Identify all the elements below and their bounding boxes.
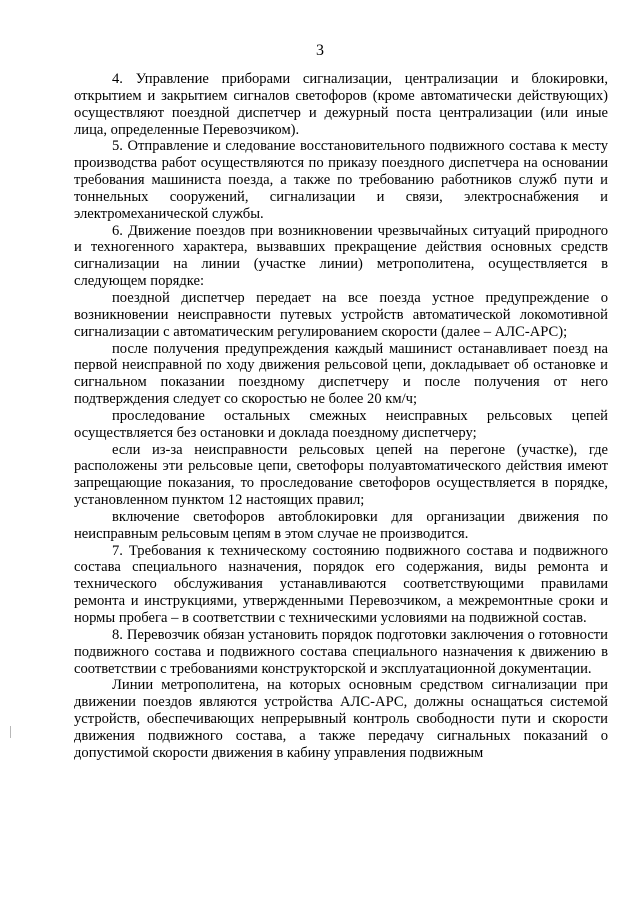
paragraph-subitem-passage: проследование остальных смежных неисправных рельсовых цепей осуществляется без остановки и доклада поездному диспетчеру;: [74, 407, 608, 441]
paragraph-subitem-warning: поездной диспетчер передает на все поезда устное предупреждение о возникновении неисправности путевых устройств автоматической локомотивной сигнализации с автоматическим регулированием скорости (далее – АЛС-АРС);: [74, 289, 608, 340]
document-body: [74, 71, 608, 762]
paragraph-item-6: 6. Движение поездов при возникновении чрезвычайных ситуаций природного и техногенного характера, вызвавших прекращение действия основных средств сигнализации на линии (участке линии) метрополитена, осуществляется в следующем порядке:: [74, 222, 608, 290]
scan-artifact: [10, 726, 11, 738]
paragraph-als-ars: Линии метрополитена, на которых основным средством сигнализации при движении поездов являются устройства АЛС-АРС, должны оснащаться системой устройств, обеспечивающих непрерывный контроль свободности пути и скорости движения подвижного состава, а также передачу сигнальных показаний о допустимой скорости движения в кабину управления подвижным: [74, 677, 608, 761]
page-number: 3: [316, 42, 324, 59]
paragraph-item-4: 4. Управление приборами сигнализации, централизации и блокировки, открытием и закрытием сигналов светофоров (кроме автоматически действующих) осуществляют поездной диспетчер и дежурный поста централизации (или иные лица, определенные Перевозчиком).: [74, 71, 608, 138]
paragraph-item-5: 5. Отправление и следование восстановительного подвижного состава к месту производства работ осуществляются по приказу поездного диспетчера на основании требования машиниста поезда, а также по требованию работников служб пути и тоннельных сооружений, сигнализации и связи, электроснабжения и электромеханической службы.: [74, 138, 608, 222]
paragraph-subitem-autoblock: включение светофоров автоблокировки для организации движения по неисправным рельсовым цепям в этом случае не производится.: [74, 508, 608, 542]
paragraph-item-7: 7. Требования к техническому состоянию подвижного состава и подвижного состава специального назначения, порядок его содержания, виды ремонта и технического обслуживания устанавливаются соответствующими правилами ремонта и инструкциями, утвержденными Перевозчиком, а межремонтные сроки и нормы пробега – в соответствии с техническими условиями на подвижной состав.: [74, 542, 608, 626]
paragraph-subitem-stop: после получения предупреждения каждый машинист останавливает поезд на первой неисправной по ходу движения рельсовой цепи, докладывает об остановке и сигнальном показании поездному диспетчеру и после получения от него подтверждения следует со скоростью не более 20 км/ч;: [74, 340, 608, 408]
paragraph-subitem-signals: если из-за неисправности рельсовых цепей на перегоне (участке), где расположены эти рельсовые цепи, светофоры полуавтоматического действия имеют запрещающие показания, то проследование светофоров осуществляется в порядке, установленном пунктом 12 настоящих правил;: [74, 441, 608, 509]
paragraph-item-8: 8. Перевозчик обязан установить порядок подготовки заключения о готовности подвижного состава и подвижного состава специального назначения к движению в соответствии с требованиями конструкторской и эксплуатационной документации.: [74, 626, 608, 677]
